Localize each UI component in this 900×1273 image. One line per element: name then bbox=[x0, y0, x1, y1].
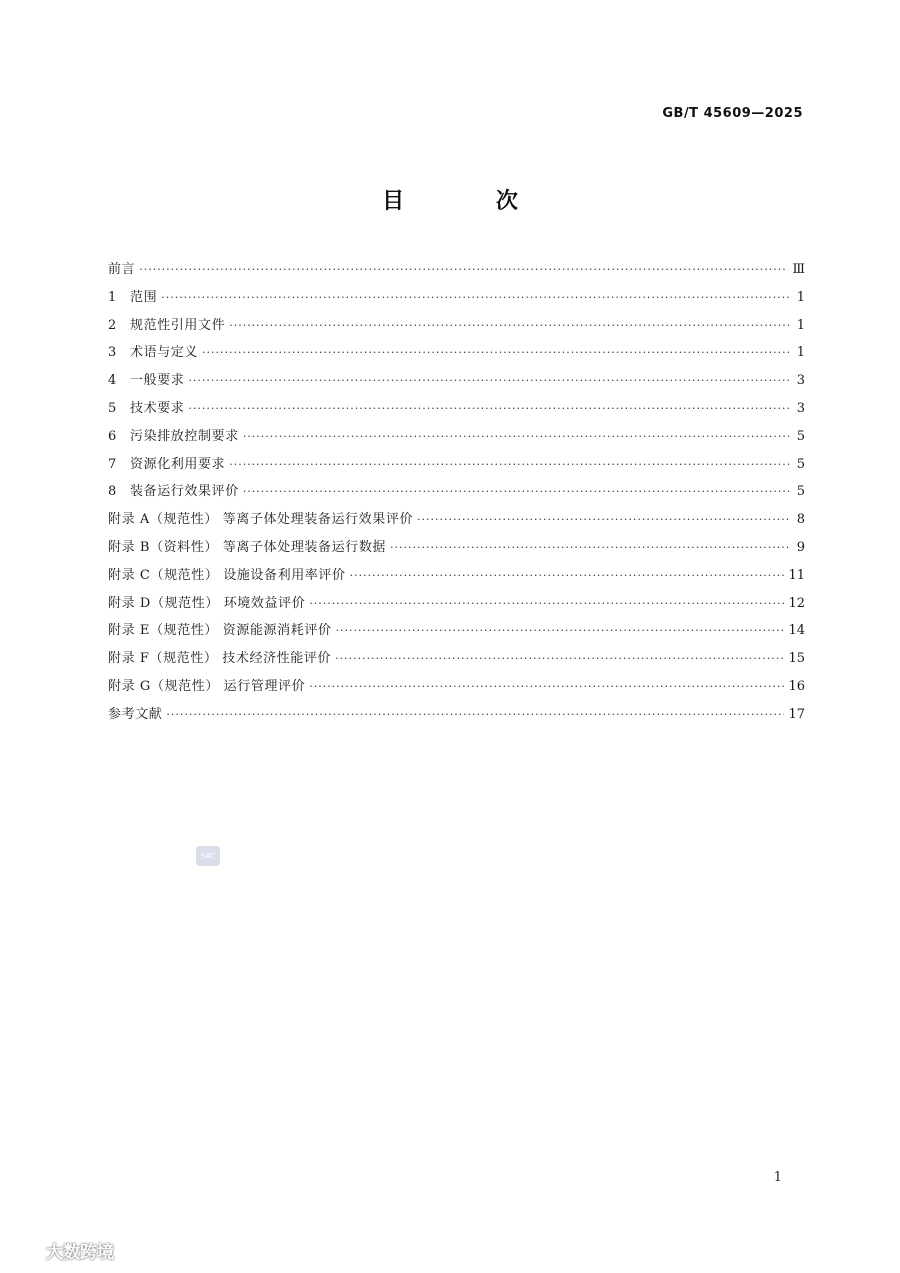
toc-entry-label: 附录 F（规范性） 技术经济性能评价 bbox=[108, 651, 332, 667]
toc-leader-dots bbox=[390, 541, 791, 554]
toc-leader-dots bbox=[188, 374, 791, 387]
toc-entry-label: 技术要求 bbox=[130, 400, 185, 416]
toc-entry-number: 3 bbox=[108, 345, 117, 361]
page-number: 1 bbox=[773, 1170, 782, 1185]
toc-leader-dots bbox=[139, 263, 788, 276]
toc-entry-label: 前言 bbox=[108, 262, 136, 277]
toc-leader-dots bbox=[309, 680, 784, 693]
standard-code: GB/T 45609—2025 bbox=[662, 106, 803, 121]
toc-entry-page: Ⅲ bbox=[792, 262, 805, 277]
toc-leader-dots bbox=[335, 652, 784, 665]
toc-entry[interactable] bbox=[108, 480, 805, 508]
toc-entry-page: 1 bbox=[796, 289, 805, 305]
toc-entry-label: 附录 D（规范性） 环境效益评价 bbox=[108, 595, 306, 611]
toc-entry-label: 范围 bbox=[130, 289, 158, 305]
toc-entry-page: 1 bbox=[796, 345, 805, 361]
toc-entry-page: 9 bbox=[796, 539, 805, 555]
toc-entry[interactable] bbox=[108, 286, 805, 314]
toc-entry-number: 7 bbox=[108, 456, 117, 472]
toc-entry-label: 附录 A（规范性） 等离子体处理装备运行效果评价 bbox=[108, 512, 414, 528]
toc-entry-page: 15 bbox=[788, 651, 805, 667]
toc-entry-page: 5 bbox=[796, 484, 805, 500]
toc-entry-label: 装备运行效果评价 bbox=[130, 484, 239, 500]
toc-leader-dots bbox=[188, 402, 791, 415]
toc-entry-page: 12 bbox=[788, 595, 805, 611]
toc-entry[interactable] bbox=[108, 592, 805, 620]
brand-text: 大数跨境 bbox=[46, 1243, 114, 1263]
toc-entry[interactable] bbox=[108, 453, 805, 481]
toc-entry[interactable] bbox=[108, 425, 805, 453]
toc-entry-label: 规范性引用文件 bbox=[130, 317, 226, 333]
toc-leader-dots bbox=[243, 430, 791, 443]
toc-entry-page: 3 bbox=[796, 373, 805, 389]
toc-entry-label: 术语与定义 bbox=[130, 345, 199, 361]
brand-logo-icon bbox=[8, 1241, 42, 1261]
toc-entry[interactable] bbox=[108, 508, 805, 536]
toc-entry[interactable] bbox=[108, 258, 805, 286]
toc-entry-label: 附录 E（规范性） 资源能源消耗评价 bbox=[108, 623, 332, 639]
toc-entry-page: 5 bbox=[796, 456, 805, 472]
toc-entry-page: 5 bbox=[796, 428, 805, 444]
toc-leader-dots bbox=[166, 708, 784, 721]
toc-entry-label: 附录 B（资料性） 等离子体处理装备运行数据 bbox=[108, 539, 387, 555]
toc-leader-dots bbox=[229, 319, 791, 332]
toc-entry[interactable] bbox=[108, 536, 805, 564]
toc-entry[interactable] bbox=[108, 369, 805, 397]
toc-entry-page: 11 bbox=[788, 567, 805, 583]
toc-entry[interactable] bbox=[108, 619, 805, 647]
toc-entry-label: 附录 G（规范性） 运行管理评价 bbox=[108, 678, 306, 694]
toc-entry[interactable] bbox=[108, 703, 805, 731]
sac-logo-watermark: SAC bbox=[196, 846, 220, 866]
toc-entry-page: 17 bbox=[788, 706, 805, 722]
toc-entry-page: 1 bbox=[796, 317, 805, 333]
toc-entry[interactable] bbox=[108, 397, 805, 425]
toc-entry-number: 2 bbox=[108, 317, 117, 333]
toc-entry-number: 4 bbox=[108, 373, 117, 389]
toc-leader-dots bbox=[309, 597, 784, 610]
toc-leader-dots bbox=[350, 569, 785, 582]
toc-entry-number: 5 bbox=[108, 400, 117, 416]
brand-watermark bbox=[8, 1238, 114, 1263]
toc-entry-page: 3 bbox=[796, 400, 805, 416]
toc-entry-label: 附录 C（规范性） 设施设备利用率评价 bbox=[108, 567, 346, 583]
toc-entry-number: 1 bbox=[108, 289, 117, 305]
table-of-contents bbox=[108, 258, 805, 731]
toc-title: 目 次 bbox=[382, 189, 560, 214]
toc-entry[interactable] bbox=[108, 314, 805, 342]
toc-entry[interactable] bbox=[108, 675, 805, 703]
toc-entry-label: 参考文献 bbox=[108, 706, 163, 722]
toc-entry[interactable] bbox=[108, 647, 805, 675]
toc-entry-number: 8 bbox=[108, 484, 117, 500]
toc-entry-page: 16 bbox=[788, 678, 805, 694]
toc-leader-dots bbox=[417, 513, 791, 526]
toc-entry-page: 8 bbox=[796, 512, 805, 528]
toc-leader-dots bbox=[243, 485, 791, 498]
toc-entry-label: 一般要求 bbox=[130, 373, 185, 389]
toc-leader-dots bbox=[202, 346, 791, 359]
toc-entry[interactable] bbox=[108, 341, 805, 369]
toc-leader-dots bbox=[229, 458, 791, 471]
toc-leader-dots bbox=[336, 624, 785, 637]
toc-entry-number: 6 bbox=[108, 428, 117, 444]
toc-leader-dots bbox=[161, 291, 791, 304]
toc-entry-label: 污染排放控制要求 bbox=[130, 428, 239, 444]
toc-entry-label: 资源化利用要求 bbox=[130, 456, 226, 472]
toc-entry[interactable] bbox=[108, 564, 805, 592]
toc-entry-page: 14 bbox=[788, 623, 805, 639]
